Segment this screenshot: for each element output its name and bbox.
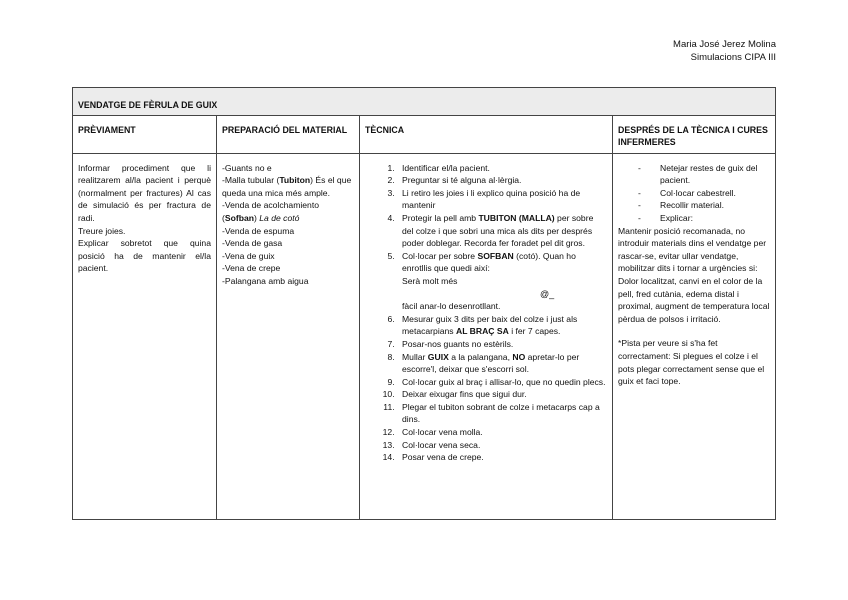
column-header-tecnica: TÈCNICA xyxy=(360,115,613,153)
material-item: -Vena de crepe xyxy=(222,263,281,274)
step-item: 8. Mullar GUIX a la palangana, NO apretar-lo per escorre'l, deixar que s'escorri sol. xyxy=(397,351,607,376)
body-row xyxy=(73,153,776,519)
course-name: Simulacions CIPA III xyxy=(690,52,776,63)
despres-item: - Col·locar cabestrell. xyxy=(648,187,770,200)
material-item: -Venda de gasa xyxy=(222,238,283,249)
column-header-material: PREPARACIÓ DEL MATERIAL xyxy=(217,115,360,153)
title-row xyxy=(73,88,776,116)
tecnica-steps xyxy=(365,162,607,464)
material-item: -Palangana amb aigua xyxy=(222,275,309,286)
despres-item: - Explicar: xyxy=(648,212,770,225)
step-item: 6. Mesurar guix 3 dits per baix del colze i just als metacarpians AL BRAÇ SA i fer 7 capes. xyxy=(397,313,607,338)
step-item: 1. Identificar el/la pacient. xyxy=(397,162,607,175)
procedure-table xyxy=(72,87,776,520)
material-item: -Vena de guix xyxy=(222,250,275,261)
despres-cell xyxy=(613,153,776,519)
step-item: 14. Posar vena de crepe. xyxy=(397,451,607,464)
despres-item: - Recollir material. xyxy=(648,199,770,212)
step-item: 7. Posar-nos guants no estèrils. xyxy=(397,338,607,351)
column-header-previament: PRÈVIAMENT xyxy=(73,115,217,153)
material-item: -Guants no e xyxy=(222,162,272,173)
material-item: -Venda de acolchamiento (Sofban) La de cotó xyxy=(222,200,319,223)
material-cell xyxy=(217,153,360,519)
previament-text-2: Treure joies. xyxy=(78,225,126,236)
bandage-roll-sketch: @_ xyxy=(540,288,555,299)
step-item: 5. Col·locar per sobre SOFBAN (cotó). Quan ho enrotllis que quedi així: Serà molt més@_ fàcil anar-lo desenrotllant. xyxy=(397,250,607,313)
material-item: -Venda de espuma xyxy=(222,225,295,236)
despres-symptoms: Dolor localitzat, canvi en el color de la pell, fred cutània, edema distal i proximal, augment de temperatura local pèrdua de polsos i irritació. xyxy=(618,275,770,324)
tecnica-cell xyxy=(360,153,613,519)
despres-tip: *Pista per veure si s'ha fet correctament: Si plegues el colze i el pots plegar correctament sense que el guix et faci tope. xyxy=(618,338,765,387)
despres-instructions: Mantenir posició recomanada, no introduir materials dins el vendatge per rascar-se, evitar ullar vendatge, mobilitzar dits i tornar a urgències si: xyxy=(618,225,767,274)
step-item: 12. Col·locar vena molla. xyxy=(397,426,607,439)
previament-cell xyxy=(73,153,217,519)
despres-item: - Netejar restes de guix del pacient. xyxy=(648,162,770,187)
step-item: 10. Deixar eixugar fins que sigui dur. xyxy=(397,388,607,401)
page-header xyxy=(673,38,776,64)
author-name: Maria José Jerez Molina xyxy=(673,39,776,50)
step-item: 9. Col·locar guix al braç i allisar-lo, que no quedin plecs. xyxy=(397,376,607,389)
step-item: 2. Preguntar si té alguna al·lèrgia. xyxy=(397,174,607,187)
step-item: 3. Li retiro les joies i li explico quina posició ha de mantenir xyxy=(397,187,607,212)
previament-text-1: Informar procediment que li realitzarem al/la pacient i perquè (normalment per fractures) Al cas de simulació és per fractura de radi. xyxy=(78,162,211,223)
previament-text-3: Explicar sobretot que quina posició ha de mantenir el/la pacient. xyxy=(78,238,211,274)
table-title: VENDATGE DE FÈRULA DE GUIX xyxy=(73,88,776,116)
material-item: -Malla tubular (Tubiton) És el que queda una mica més ample. xyxy=(222,175,352,198)
step-item: 13. Col·locar vena seca. xyxy=(397,439,607,452)
step-item: 4. Protegir la pell amb TUBITON (MALLA) per sobre del colze i que sobri una mica als dits per després poder doblegar. Recorda fer foradet pel dit gros. xyxy=(397,212,607,250)
step-item: 11. Plegar el tubiton sobrant de colze i metacarps cap a dins. xyxy=(397,401,607,426)
despres-list xyxy=(618,162,770,225)
column-header-despres: DESPRÉS DE LA TÈCNICA I CURES INFERMERES xyxy=(613,115,776,153)
header-row xyxy=(73,115,776,153)
